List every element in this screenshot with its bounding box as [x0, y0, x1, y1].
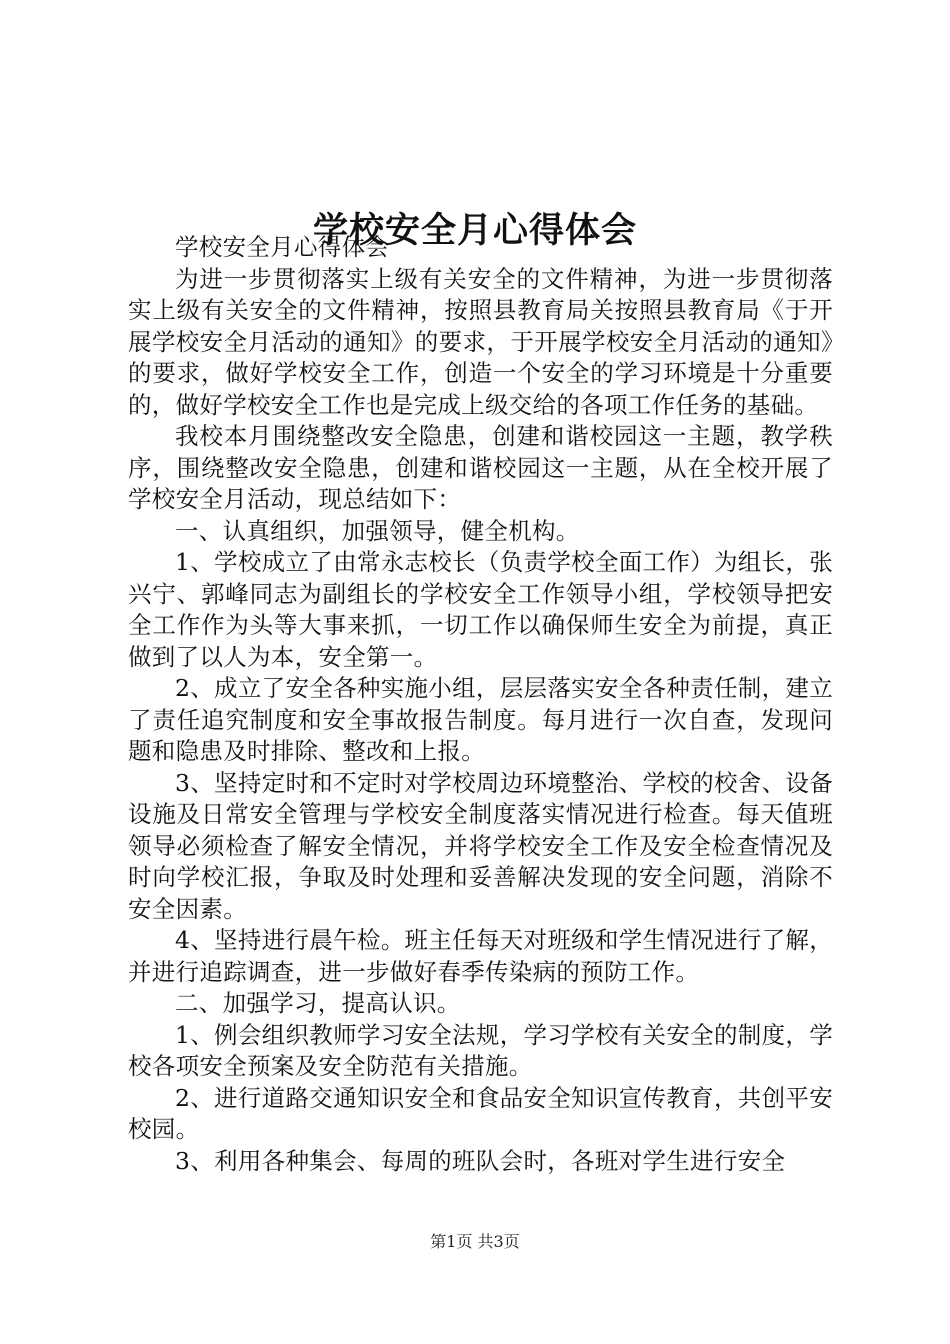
paragraph: 一、认真组织，加强领导，健全机构。	[175, 516, 580, 545]
paragraph: 2、进行道路交通知识安全和食品安全知识宣传教育，共创平安校园。	[128, 1083, 833, 1143]
paragraph: 1、例会组织教师学习安全法规，学习学校有关安全的制度，学校各项安全预案及安全防范有关措施。	[128, 1020, 833, 1080]
paragraph: 二、加强学习，提高认识。	[175, 989, 461, 1017]
page-footer: 第1页 共3页	[430, 1232, 520, 1251]
paragraph: 我校本月围绕整改安全隐患，创建和谐校园这一主题，教学秩序，围绕整改安全隐患，创建和谐校园这一主题，从在全校开展了学校安全月活动，现总结如下：	[128, 422, 833, 513]
paragraph: 3、坚持定时和不定时对学校周边环境整治、学校的校舍、设备设施及日常安全管理与学校安全制度落实情况进行检查。每天值班领导必须检查了解安全情况，并将学校安全工作及安全检查情况及时向学校汇报，争取及时处理和妥善解决发现的安全问题，消除不安全因素。	[128, 768, 833, 923]
paragraph: 学校安全月心得体会	[175, 233, 390, 261]
paragraph: 1、学校成立了由常永志校长（负责学校全面工作）为组长，张兴宁、郭峰同志为副组长的学校安全工作领导小组，学校领导把安全工作作为头等大事来抓，一切工作以确保师生安全为前提，真正做到了以人为本，安全第一。	[128, 548, 833, 671]
paragraph: 3、利用各种集会、每周的班队会时，各班对学生进行安全	[175, 1146, 786, 1175]
document-body	[128, 232, 833, 1177]
paragraph: 为进一步贯彻落实上级有关安全的文件精神，为进一步贯彻落实上级有关安全的文件精神，按照县教育局关按照县教育局《于开展学校安全月活动的通知》的要求，于开展学校安全月活动的通知》的要求，做好学校安全工作，创造一个安全的学习环境是十分重要的，做好学校安全工作也是完成上级交给的各项工作任务的基础。	[128, 264, 833, 419]
paragraph: 4、坚持进行晨午检。班主任每天对班级和学生情况进行了解，并进行追踪调查，进一步做好春季传染病的预防工作。	[128, 926, 833, 986]
paragraph: 2、成立了安全各种实施小组，层层落实安全各种责任制，建立了责任追究制度和安全事故报告制度。每月进行一次自查，发现问题和隐患及时排除、整改和上报。	[128, 674, 833, 765]
page-title: 学校安全月心得体会	[312, 210, 637, 252]
